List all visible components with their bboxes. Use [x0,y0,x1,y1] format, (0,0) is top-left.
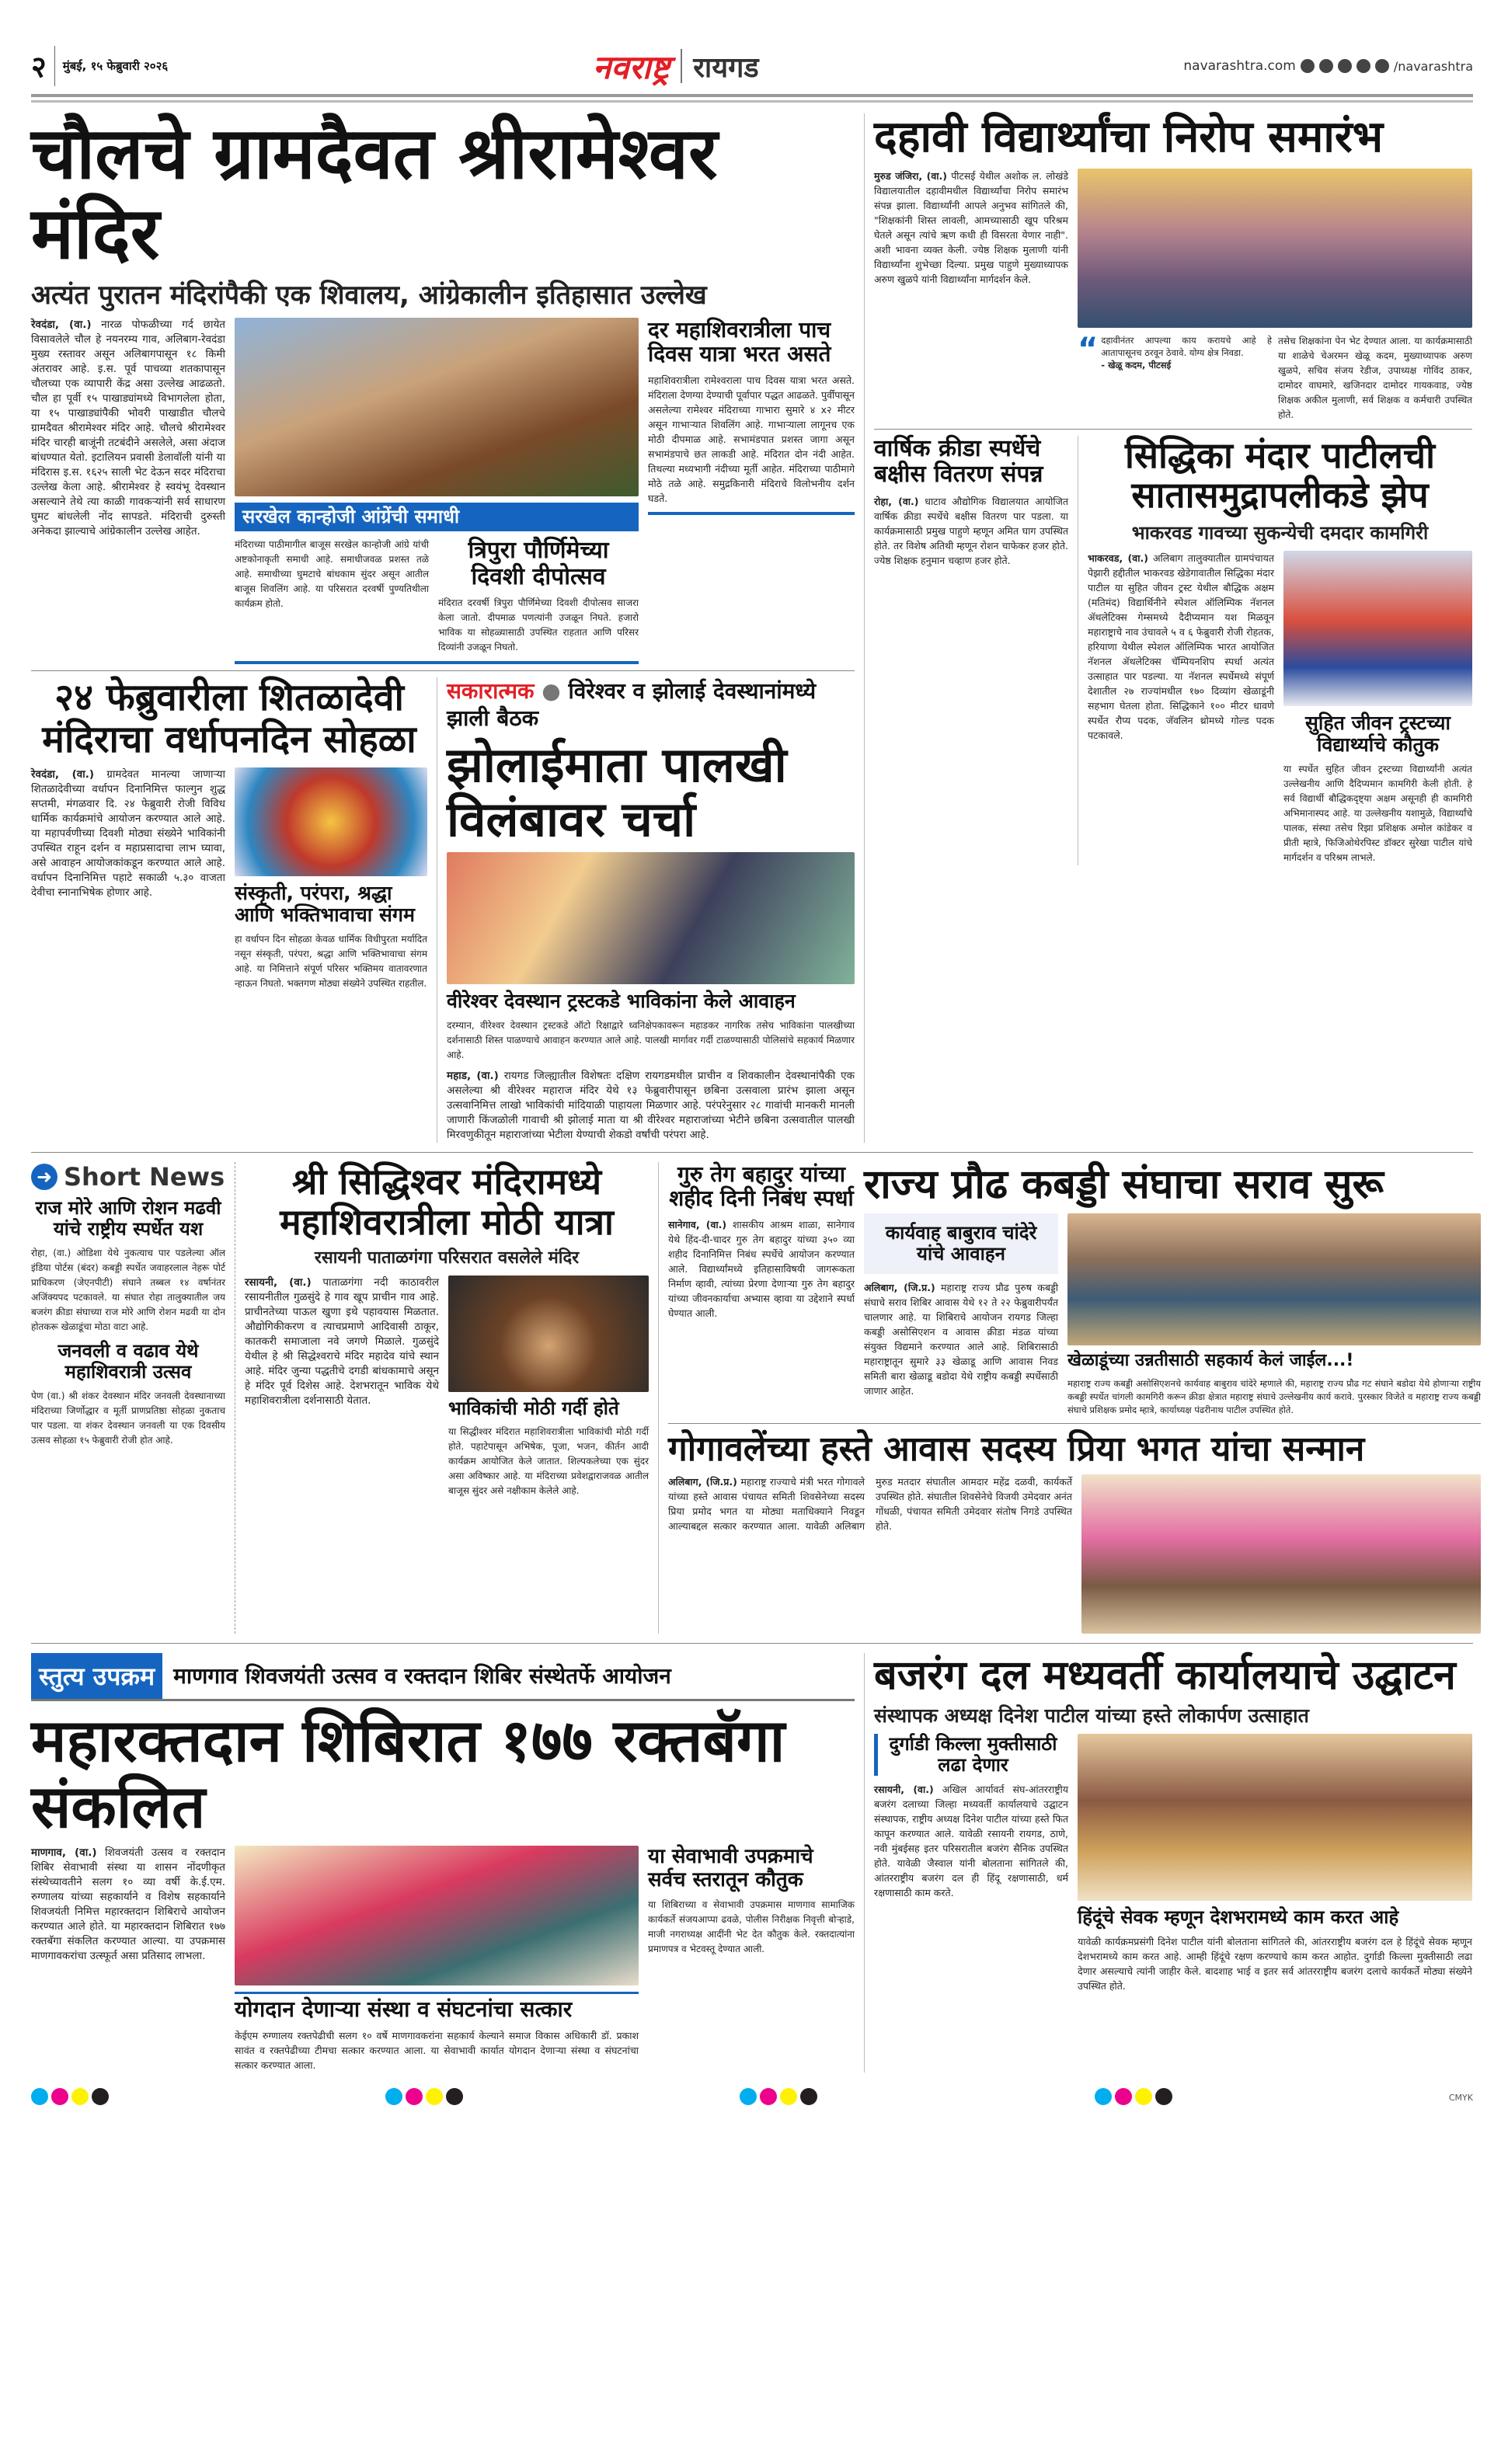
kicker-text: माणगाव शिवजयंती उत्सव व रक्तदान शिबिर संस्थेतर्फे आयोजन [173,1663,671,1690]
headline-essay-competition: गुरु तेग बहादुर यांच्या शहीद दिनी निबंध स्पर्धा [669,1161,854,1212]
caption-body: महाराष्ट्र राज्य कबड्डी असोसिएशनचे कार्यवाह बाबुराव चांदेरे म्हणाले की, महाराष्ट्र राज्य प्रौढ गट संघाने बडोदा येथे होणाऱ्या राष्ट्रीय कबड्डी स्पर्धेत चांगली कामगिरी करून क्रीडा क्षेत्रात महाराष्ट्र संघाचे उल्लेखनीय कार्य करावे. पुरस्कार विजेते व महाराष्ट्र राज्य कबड्डी संघाचे प्रशिक्षक प्रमोद म्हात्रे, कार्याध्यक्ष पंढरीनाथ पाटील उपस्थित होते. [1067,1377,1481,1415]
side-title: सुहित जीवन ट्रस्टच्या विद्यार्थ्याचे कौतुक [1305,711,1451,756]
headline-siddhika: सिद्धिका मंदार पाटीलची सातासमुद्रापलीकडे झेप [1124,433,1436,517]
box-body: दरम्यान, वीरेश्वर देवस्थान ट्रस्टकडे ऑटो रिक्षाद्वारे ध्वनिक्षेपकावरून महाडकर नागरिक तसेच भाविकांना पालखीच्या दर्शनासाठी शिस्त पाळण्याचे आवाहन करण्यात आले आहे. पालखी मार्गावर गर्दी टाळण्यासाठी पोलिसांचे सहकार्य मिळणार आहे. [447,1020,855,1061]
article-body: भाकरवड, (वा.) अलिबाग तालुक्यातील ग्रामपंचायत पेझारी हद्दीतील भाकरवड खेडेगावातील सिद्धिका मंदार पाटील या सुहित जीवन ट्रस्ट येथील बौद्धिक अक्षम (मतिमंद) विद्यार्थिनीने स्पेशल ऑलिम्पिक नॅशनल ॲथलेटिक्स गेम्समध्ये दैदीप्यमान यश मिळवून महाराष्ट्राचे नाव उंचावले ५ व ६ फेब्रुवारी रोजी रोहतक, हरियाणा येथील स्पेशल ऑलिम्पिक भारत आयोजित नॅशनल ॲथलेटिक्स चॅम्पियनशिप स्पर्धा अत्यंत उत्साहात पार पडल्या. या नॅशनल स्पर्धेमध्ये संपूर्ण देशातील २७ राज्यांमधील १७० दिव्यांग खेळाडूंनी सहभाग घेतला होता. सिद्धिकाने १०० मीटर धावणे स्पर्धेत रौप्य पदक, जॅवलिन थ्रोमध्ये गोल्ड पदक पटकावले. [1088,552,1274,741]
subheadline: संस्थापक अध्यक्ष दिनेश पाटील यांच्या हस्ते लोकार्पण उत्साहात [874,1704,1309,1728]
color-registration-marks [385,2088,466,2108]
linkedin-icon[interactable] [1375,59,1389,73]
box-title: कार्यवाह बाबुराव चांदेरे यांचे आवाहन [864,1213,1058,1274]
article-body: सानेगाव, (वा.) शासकीय आश्रम शाळा, सानेगाव येथे हिंद-दी-चादर गुरु तेग बहादुर यांच्या ३५० व्या शहीद दिनानिमित्त निबंध स्पर्धेचे आयोजन करण्यात आले. विद्यार्थ्यांमध्ये इतिहासाविषयी जागरूकता निर्माण व्हावी, त्यांच्या प्रेरणा देणाऱ्या गुरु तेग बहादुर यांच्या जीवनकार्याचा अभ्यास व्हावा या उद्देशाने स्पर्धा घेण्यात आली. [668,1218,855,1319]
box-title: या सेवाभावी उपक्रमाचे सर्वच स्तरातून कौतुक [648,1845,813,1892]
divider [648,512,855,515]
felicitation-photo [1081,1474,1481,1634]
side-body: यावेळी कार्यक्रमप्रसंगी दिनेश पाटील यांनी बोलताना सांगितले की, आंतरराष्ट्रीय बजरंग दल हे हिंदूंचे सेवक म्हणून देशभरामध्ये काम करत आहे. आम्ही हिंदूंचे रक्षण करण्याचे काम करत आहोत. दुर्गाडी किल्ला मुक्तीसाठी लढा देणार असल्याचे त्यांनी जाहीर केले. बादशाह भाई व इतर सर्व आंतरराष्ट्रीय बजरंग दलाचे कार्यकर्ते मोठ्या संख्येने उपस्थित होते. [1078,1936,1472,1992]
kicker-label: सकारात्मक [447,678,535,705]
side-title: संस्कृती, परंपरा, श्रद्धा आणि भक्तिभावाचा संगम [235,881,415,926]
article-body: रेवदंडा, (वा.) ग्रामदेवत मानल्या जाणाऱ्या शितळादेवीच्या वर्धापन दिनानिमित्त फाल्गुन शुद्ध सप्तमी, मंगळवार दि. २४ फेब्रुवारी रोजी विविध धार्मिक कार्यक्रमांचे आयोजन करण्यात आले आहे. या महापर्वणीच्या दिवशी मोठ्या संख्येने भाविकांनी उपस्थित राहून दर्शन व महाप्रसादाचा लाभ घ्यावा, असे आवाहन आयोजकांकडून करण्यात आले आहे. वर्धापन दिनानिमित्त पहाटे सकाळी ५.३० वाजता देवीचा स्नानाभिषेक होणार आहे. [31,767,225,899]
box-title: योगदान देणाऱ्या संस्था व संघटनांचा सत्कार [235,1992,639,2021]
box-title: सरखेल कान्होजी आंग्रेंची समाधी [235,503,639,531]
short-news-headline: राज मोरे आणि रोशन मढवी यांचे राष्ट्रीय स्पर्धेत यश [35,1197,221,1240]
box-body: मंदिरात दरवर्षी त्रिपुरा पौर्णिमेच्या दिवशी दीपोत्सव साजरा केला जातो. दीपमाळ पणत्यांनी उजळून निघते. हजारो भाविक या सोहळ्यासाठी उपस्थित राहतात आणि परिसर दिव्यांनी उजळून निघतो. [438,597,639,653]
masthead-divider [31,100,1473,103]
article-body: रसायनी, (वा.) अखिल आर्यावर्त संघ-आंतरराष्ट्रीय बजरंग दलाच्या जिल्हा मध्यवर्ती कार्यालयाचे उद्घाटन संस्थापक, राष्ट्रीय अध्यक्ष दिनेश पाटील यांच्या हस्ते फित कापून करण्यात आले. यावेळी रसायनी रायगड, ठाणे, नवी मुंबईसह इतर परिसरातील बजरंग सैनिक उपस्थित होते. यावेळी जैस्वाल यांनी बोलताना सांगितले की, आंतरराष्ट्रीय बजरंग दल ही हिंदू रक्षणासाठी, धर्म रक्षणासाठी काम करते. [874,1784,1068,1899]
box-title: भाविकांची मोठी गर्दी होते [448,1397,619,1419]
divider [31,670,855,671]
headline-siddheshwar: श्री सिद्धिश्वर मंदिरामध्ये महाशिवरात्रीला मोठी यात्रा [280,1161,614,1243]
masthead-divider [31,94,1473,97]
short-news-header [31,1162,225,1192]
article-body: रेवदंडा, (वा.) नारळ पोफळीच्या गर्द छायेत विसावलेले चौल हे नयनरम्य गाव, अलिबाग-रेवदंडा मुख्य रस्तावर असून अलिबागपासून १८ किमी अंतरावर आहे. इ.स. पूर्व पाचव्या शतकापासून चौलच्या एक व्यापारी केंद्र असा उल्लेख आढळतो. चौल हा पूर्वी १५ पाखाड्यांमध्ये विभागलेला होता, या १५ पाखाड्यांपैकी भोवरी पाखाडीत चौलचे ग्रामदैवत श्रीरामेश्वर मंदिर आहे. चौलचे श्रीरामेश्वर मंदिर चारही बाजूंनी तटबंदीने असलेले, असा अंदाज बांधण्यात येतो. इटालियन प्रवासी डेलावॉली यांनी या मंदिरास इ.स. १६२५ साली भेट देऊन सदर मंदिराचा उल्लेख केला आहे. श्रीरामेश्वर हे स्वयंभू देवस्थान असल्याने तेथे त्या काळी गावकऱ्यांनी सर्व साधारण घुमट बांधलेली नोंद सापडते. मंदिराची दुरुस्ती अनेकदा झाल्याचे आंग्रेकालीन उल्लेख आहेत. [31,318,225,538]
box-title: त्रिपुरा पौर्णिमेच्या दिवशी दीपोत्सव [468,537,609,590]
blood-donation-photo [235,1846,639,1985]
page-number: २ [31,50,47,84]
box-body: केईएम रुग्णालय रक्तपेढीची सलग १० वर्षे माणगावकरांना सहकार्य केल्याने समाज विकास अधिकारी डॉ. प्रकाश सावंत व रक्तपेढीच्या टीमचा सत्कार करण्यात आला. या सेवाभावी कार्यात योगदान देणाऱ्या संस्था व संघटनांचा सत्कार करण्यात आला. [235,2029,639,2071]
headline-jholai-palkhi: झोलाईमाता पालखी विलंबावर चर्चा [447,736,787,847]
youtube-icon[interactable] [1356,59,1370,73]
social-handle[interactable]: /navarashtra [1393,58,1473,74]
box-title: दुर्गाडी किल्ला मुक्तीसाठी लढा देणार [874,1734,1068,1776]
palkhi-photo [447,852,855,984]
website-link[interactable]: navarashtra.com [1183,58,1296,74]
short-news-headline: जनवली व वढाव येथे महाशिवरात्री उत्सव [57,1339,199,1383]
headline-blood-donation: महारक्तदान शिबिरात १७७ रक्तबॅगा संकलित [31,1706,785,1842]
instagram-icon[interactable] [1319,59,1333,73]
subheadline: रसायनी पाताळगंगा परिसरात वसलेले मंदिर [314,1248,580,1269]
kicker [447,677,855,732]
temple-photo [235,318,639,496]
kabaddi-team-photo [1067,1213,1481,1345]
article-body: मुरुड जंजिरा, (वा.) पीटसई येथील अशोक ल. लोखंडे विद्यालयातील दहावीमधील विद्यार्थ्यांचा निरोप समारंभ संपन्न झाला. विद्यार्थ्यांनी आपले अनुभव सांगितले की, "शिक्षकांनी शिस्त लावली, आमच्यासाठी खूप परिश्रम घेतले असून त्यांचे ऋण कधी ही विसरता येणार नाही". अशी भावना व्यक्त केली. ज्येष्ठ शिक्षक मुलाणी यांनी विद्यार्थ्यांना शुभेच्छा दिल्या. प्रमुख पाहुणे मुख्याध्यापक अरुण खुळपे यांनी विद्यार्थ्यांना मार्गदर्शन केले. [874,169,1069,285]
dateline: मुंबई, १५ फेब्रुवारी २०२६ [62,59,169,73]
cmyk-label: CMYK [1448,2093,1473,2104]
box-title: वीरेश्वर देवस्थान ट्रस्टकडे भाविकांना केले आवाहन [447,990,796,1013]
short-news-body: रोहा, (वा.) ओडिशा येथे नुकत्याच पार पडलेल्या ऑल इंडिया पोर्टस (बंदर) कबड्डी स्पर्धेत जवाहरलाल नेहरू पोर्ट प्राधिकरण (जेएनपीटी) संघाने तब्बल १४ वर्षानंतर अजिंक्यपद पटकावले. या संघात रोहा तालुक्यातील जय बजरंग क्रीडा संघाच्या राज मोरे आणि रोशन मढवी या दोन होतकरू खेळाडूंचा मोठा वाटा आहे. [31,1247,225,1332]
quote-icon: “ [1078,331,1099,367]
headline-chaul-temple: चौलचे ग्रामदैवत श्रीरामेश्वर मंदिर [31,112,718,276]
headline-sports-prize: वार्षिक क्रीडा स्पर्धेचे बक्षीस वितरण संपन्न [874,434,1043,489]
article-body: रोहा, (वा.) धाटाव औद्योगिक विद्यालयात आयोजित वार्षिक क्रीडा स्पर्धेचे बक्षीस वितरण पार पडला. या कार्यक्रमासाठी प्रमुख पाहुणे म्हणून अमित घाग उपस्थित होते. तर विशेष अतिथी म्हणून रोशन चाफेकर हजर होते. ज्येष्ठ शिक्षक हनुमान चव्हाण हजर होते. [874,495,1068,566]
divider [658,1162,659,1634]
athletes-podium-photo [1283,551,1472,706]
kicker-text: विरेश्वर व झोलाई देवस्थानांमध्ये झाली बैठक [447,678,817,732]
divider [235,661,639,664]
inauguration-photo [1078,1734,1472,1901]
divider [864,1653,865,2072]
color-registration-marks [31,2088,112,2108]
side-body: या स्पर्धेत सुहित जीवन ट्रस्टच्या विद्यार्थ्यांनी अत्यंत उल्लेखनीय आणि दैदिप्यमान कामगिरी केली होती. हे सर्व विद्यार्थी बौद्धिकदृष्ट्या अक्षम असूनही ही कामगिरी अभिमानास्पद आहे. या उल्लेखनीय यशामुळे, विद्यार्थ्यांचे पालक, संस्था तसेच रिझा प्रशिक्षक अमोल कांडेकर व प्रीती म्हात्रे, फिजिओथेरपिस्ट डॉक्टर सुरेखा पाटील यांचे मार्गदर्शन व परिश्रम लाभले. [1283,763,1472,863]
kicker-banner [31,1653,855,1701]
subheadline: भाकरवड गावच्या सुकन्येची दमदार कामगिरी [1131,521,1429,544]
kicker-label: स्तुत्य उपक्रम [31,1653,162,1699]
article-body: अलिबाग, (जि.प्र.) महाराष्ट्र राज्याचे मंत्री भरत गोगावले यांच्या हस्ते आवास पंचायत समिती शिवसेनेच्या सदस्य प्रिया प्रमोद भगत या मोठ्या मताधिक्याने निवडून आल्याबद्दल सत्कार करण्यात आला. यावेळी अलिबाग मुरुड मतदार संघातील आमदार महेंद्र दळवी, कार्यकर्ते उपस्थित होते. संघातील शिवसेनेचे विजयी उमेदवार अनंत गोंधळी, पंचायत समिती उमेदवार संतोष निगडे उपस्थित होते. [668,1476,1072,1533]
headline-kabaddi: राज्य प्रौढ कबड्डी संघाचा सराव सुरू [864,1161,1384,1209]
short-news-body: पेण (वा.) श्री शंकर देवस्थान मंदिर जनवली देवस्थानाच्या मंदिराच्या जिर्णोद्धार व मूर्ती प्राणप्रतिष्ठा सोहळा नुकताच पार पडला. या शंकर देवस्थान जनवली या एक दिवसीय उत्सव सोहळा १५ फेब्रुवारी रोजी होत आहे. [31,1390,225,1446]
divider [31,1152,1473,1153]
shivling-photo [448,1276,649,1392]
side-title: हिंदूंचे सेवक म्हणून देशभरामध्ये काम करत आहे [1078,1906,1399,1929]
headline-bajrang-dal: बजरंग दल मध्यवर्ती कार्यालयाचे उद्घाटन [874,1652,1456,1700]
article-body: तसेच शिक्षकांना पेन भेट देण्यात आला. या कार्यक्रमासाठी या शाळेचे चेअरमन खेळू कदम, मुख्याध्यापक अरुण खुळपे, सचिव संजय रेडीज, उपाध्यक्ष गोविंद ठाकर, दामोदर वाघमारे, खजिनदार दामोदर गायकवाड, ज्येष्ठ शिक्षक अकील मुलाणी, सर्व शिक्षक व कर्मचारी उपस्थित होते. [1278,335,1472,420]
side-body: हा वर्धापन दिन सोहळा केवळ धार्मिक विधीपुरता मर्यादित नसून संस्कृती, परंपरा, श्रद्धा आणि भक्तिभावाचा संगम आहे. या निमित्ताने संपूर्ण परिसर भक्तिमय वातावरणात न्हाऊन निघतो. भक्तगण मोठ्या संख्येने उपस्थित राहतील. [235,933,427,989]
logo: नवराष्ट्र [592,47,670,86]
facebook-icon[interactable] [1301,59,1315,73]
divider [31,1643,1473,1644]
subheadline: अत्यंत पुरातन मंदिरांपैकी एक शिवालय, आंग्रेकालीन इतिहासात उल्लेख [31,280,707,311]
headline-farewell: दहावी विद्यार्थ्यांचा निरोप समारंभ [874,112,1384,162]
arrow-icon: ➜ [31,1164,57,1190]
article-body: अलिबाग, (जि.प्र.) महाराष्ट्र राज्य प्रौढ पुरुष कबड्डी संघाचे सराव शिबिर आवास येथे १२ ते २२ फेब्रुवारीपर्यंत चालणार आहे. या शिबिराचे आयोजन रायगड जिल्हा कबड्डी असोसिएशन व आवास क्रीडा मंडळ यांच्या संयुक्त विद्यमाने करण्यात आले आहे. शिबिरासाठी महाराष्ट्रातून सुमारे ३३ खेळाडू आणि आवास निवड समिती बारा खेळाडू बडोदा येथे राष्ट्रीय कबड्डी स्पर्धेसाठी जाणार आहेत. [864,1282,1058,1397]
headline-shitaladevi: २४ फेब्रुवारीला शितळादेवी मंदिराचा वर्धापनदिन सोहळा [42,676,416,761]
bullet-icon: ● [542,678,561,705]
students-photo [1078,169,1472,328]
box-body: मंदिराच्या पाठीमागील बाजूस सरखेल कान्होजी आंग्रे यांची अष्टकोनाकृती समाधी आहे. समाधीजवळ प्रशस्त तळे आहे. समाधीच्या घुमटाचे बांधकाम सुंदर असून आतील बाजूस शिवलिंग आहे. या परिसरात दरवर्षी पुण्यतिथीला कार्यक्रम होतो. [235,539,429,610]
article-body: माणगाव, (वा.) शिवजयंती उत्सव व रक्तदान शिबिर सेवाभावी संस्था या शासन नोंदणीकृत संस्थेच्यावतीने सलग १० व्या वर्षी के.ई.एम. रुग्णालय यांच्या सहकार्याने व विशेष सहकार्याने शिवजयंती निमित्त महारक्तदान शिबिराचे आयोजन करण्यात आले होते. या महारक्तदान शिबिरात १७७ रक्तबॅगा संकलित करण्यात आल्या. या उपक्रमास माणगावकरांचा उत्स्फूर्त असा प्रतिसाद लाभला. [31,1846,226,1963]
headline-gogawale: गोगावलेंच्या हस्ते आवास सदस्य प्रिया भगत यांचा सन्मान [668,1429,1365,1469]
color-registration-marks [740,2088,820,2108]
photo-caption: खेळाडूंच्या उन्नतीसाठी सहकार्य केलं जाईल...! [1067,1351,1354,1371]
divider [864,113,865,1143]
divider [668,1423,1481,1424]
column-title: दर महाशिवरात्रीला पाच दिवस यात्रा भरत असते [648,316,831,367]
x-icon[interactable] [1338,59,1352,73]
goddess-photo [235,767,427,876]
column-body: महाशिवरात्रीला रामेश्वराला पाच दिवस यात्रा भरत असते. मंदिराला देणग्या देण्याची पूर्वापार पद्धत आढळते. पुर्वीपासून असलेल्या रामेश्वर मंदिराच्या गाभारा सुमारे ४ x२ मीटर असून गाभाऱ्यात शिवलिंग आहे. गाभाऱ्याला लागूनच एक मोठी दीपमाळ आहे. सभामंडपात प्रशस्त जागा असून सभामंडपाचे छत लाकडी आहे. मंदिरात दोन नंदी आहेत. तिथल्या मध्यभागी नंदीच्या मूर्ती आहेत. मंदिराच्या पाठीमागे मोठे तळे आहे. समुद्रकिनारी मंदिराचे विलोभनीय दर्शन घडते. [648,374,855,504]
masthead [31,43,1473,89]
box-body: या सिद्धीश्वर मंदिरात महाशिवरात्रीला भाविकांची मोठी गर्दी होते. पहाटेपासून अभिषेक, पूजा, भजन, कीर्तन आदी कार्यक्रम आयोजित केले जातात. शिल्पकलेच्या एक सुंदर असा अविष्कार आहे. या मंदिराच्या प्रवेशद्वाराजवळ आतील बाजूस सुंदर असे नक्षीकाम केलेले आहे. [448,1426,649,1497]
pull-quote: दहावीनंतर आपल्या काय करायचे आहे हे आतापासूनच ठरवून ठेवावे. योग्य क्षेत्र निवडा. - खेळू कदम, पीटसई [1101,334,1272,371]
article-body: महाड, (वा.) रायगड जिल्ह्यातील विशेषतः दक्षिण रायगडमधील प्राचीन व शिवकालीन देवस्थानांपैकी एक असलेल्या श्री वीरेश्वर महाराज मंदिर येथे १३ फेब्रुवारीपासून छबिना उत्सवाला प्रारंभ झाला असून उत्सवानिमित्त लाखो भाविकांची मांदियाळी पाहायला मिळणार आहे. परंपरेनुसार २८ गावांची मानकरी मानली जाणारी किंजळोली गावाची श्री झोलाई माता या श्री वीरेश्वर महाराजांच्या भेटीने छबिना उत्सवातील पालखी मिरवणुकीतून महाराजांच्या भेटीला येण्याची शेकडो वर्षांची परंपरा आहे. [447,1070,855,1142]
section-title: Short News [64,1162,225,1192]
box-body: या शिबिराच्या व सेवाभावी उपक्रमास माणगाव सामाजिक कार्यकर्ते संजयआप्पा ढवळे, पोलीस निरीक्षक निवृत्ती बोऱ्हाडे, माजी नगराध्यक्ष आदींनी भेट देत कौतुक केले. रक्तदात्यांना प्रमाणपत्र व भेटवस्तू देण्यात आली. [648,1898,855,1954]
article-body: रसायनी, (वा.) पाताळगंगा नदी काठावरील रसायनीतील गुळसुंदे हे गाव खूप प्राचीन गाव आहे. प्राचीनतेच्या पाऊल खुणा इथे पहावयास मिळतात. औद्योगिकीकरण व त्याचप्रमाणे आदिवासी ठाकूर, कातकरी समाजाला नवे जगणे मिळाले. गुळसुंदे येथील हे श्री सिद्धेश्वराचे मंदिर महादेव यांचे स्थान आहे. मंदिर जुन्या पद्धतीचे दगडी बांधकामाचे असून हे मंदिर पूर्व दिशेस आहे. देशभरातून भाविक येथे महाशिवरात्रीला दर्शनासाठी येतात. [245,1276,439,1407]
edition-name: रायगड [693,51,759,84]
divider [874,429,1472,430]
color-registration-marks [1095,2088,1175,2108]
